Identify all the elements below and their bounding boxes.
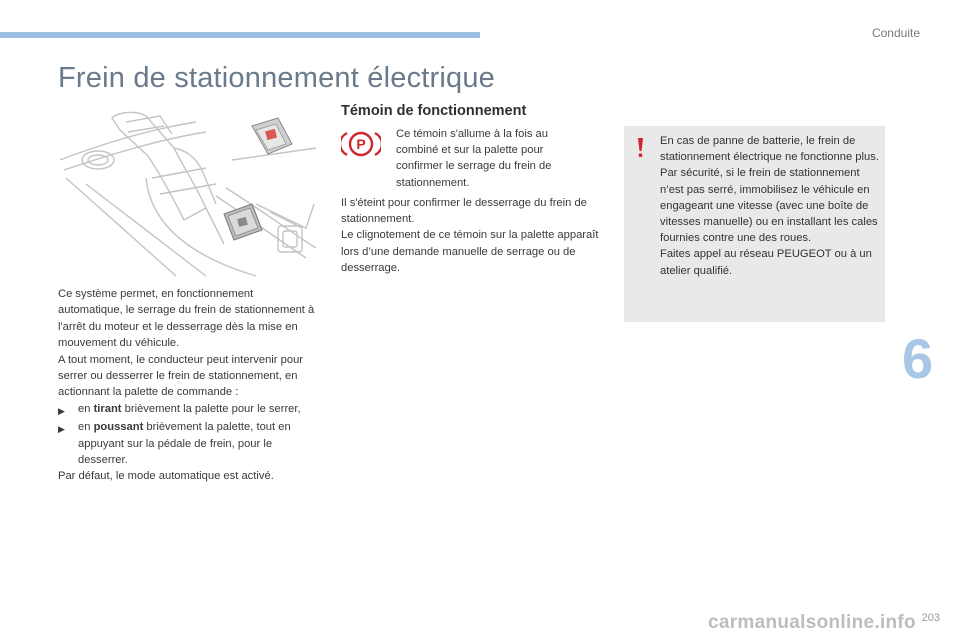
section-label: Conduite — [871, 26, 920, 40]
temoin-text — [341, 195, 603, 276]
page-title: Frein de stationnement électrique — [58, 62, 496, 94]
temoin-paragraph-3: Le clignotement de ce témoin sur la palette apparaît lors d’une demande manuelle de serrage ou de desserrage. — [341, 229, 599, 274]
header-accent-bar — [0, 32, 480, 38]
watermark: carmanualsonline.info — [708, 612, 916, 633]
chapter-number: 6 — [902, 327, 934, 390]
temoin-paragraph-2: Il s'éteint pour confirmer le desserrage du frein de stationnement. — [341, 197, 587, 226]
parking-brake-warning-icon — [341, 128, 381, 160]
list-item-text: en poussant brièvement la palette, tout en appuyant sur la pédale de frein, pour le desserrer. — [78, 421, 291, 467]
warning-text — [660, 133, 880, 279]
temoin-paragraph-1: Ce témoin s'allume à la fois au combiné et sur la palette pour confirmer le serrage du frein de stationnement. — [396, 128, 552, 189]
warning-line-2: Par sécurité, si le frein de stationnement n’est pas serré, immobilisez le véhicule en engageant une vitesse (avec une boîte de vitesses manuelle) ou en installant les cales fournies contre une des roues. — [660, 167, 878, 245]
list-item-text: en tirant brièvement la palette pour le serrer, — [78, 402, 301, 415]
bullet-arrow-icon: ▶ — [58, 424, 65, 435]
exclamation-icon — [633, 138, 647, 158]
section-heading: Témoin de fonctionnement — [341, 103, 527, 119]
intro-text — [58, 286, 320, 485]
warning-line-3: Faites appel au réseau PEUGEOT ou à un atelier qualifié. — [660, 248, 872, 277]
intro-paragraph-3: Par défaut, le mode automatique est activé. — [58, 470, 274, 483]
list-item — [58, 419, 320, 468]
intro-paragraph-1: Ce système permet, en fonctionnement automatique, le serrage du frein de stationnement à l'arrêt du moteur et le desserrage dès la mise en mouvement du véhicule. — [58, 288, 315, 350]
list-item — [58, 401, 320, 419]
warning-box — [624, 126, 885, 322]
page-number: 203 — [921, 612, 940, 624]
intro-paragraph-2: A tout moment, le conducteur peut intervenir pour serrer ou desserrer le frein de stationnement, en actionnant la palette de commande : — [58, 353, 304, 399]
bullet-arrow-icon: ▶ — [58, 405, 65, 416]
svg-text:P: P — [356, 136, 366, 152]
warning-line-1: En cas de panne de batterie, le frein de stationnement électrique ne fonctionne plus. — [660, 135, 879, 164]
console-illustration — [56, 108, 318, 278]
